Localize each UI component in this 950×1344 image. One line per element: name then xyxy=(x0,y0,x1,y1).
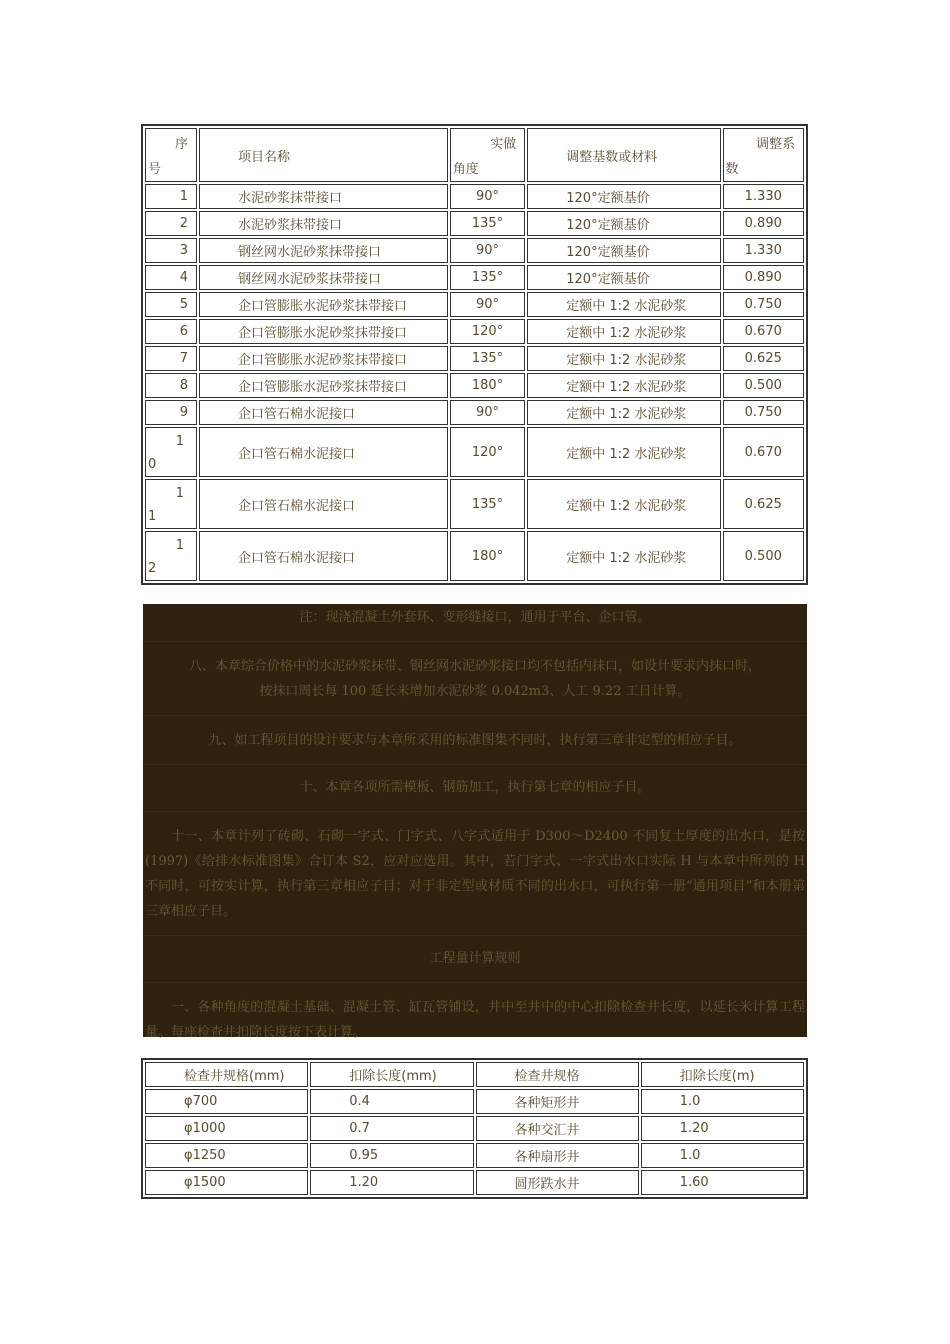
header-coef-top: 调整系 xyxy=(755,137,795,152)
cell-adjust: 定额中 1:2 水泥砂浆 xyxy=(527,292,720,317)
table-row xyxy=(145,531,804,581)
table-header-row xyxy=(145,1062,804,1087)
cell-seq xyxy=(145,427,197,477)
cell-angle: 135° xyxy=(450,265,525,290)
header-coef xyxy=(723,128,805,182)
cell-seq: 8 xyxy=(145,373,197,398)
manhole-deduction-table xyxy=(141,1058,808,1199)
cell-coef: 0.890 xyxy=(723,211,805,236)
cell-length: 1.20 xyxy=(310,1170,473,1195)
cell-coef: 1.330 xyxy=(723,238,805,263)
cell-name: 钢丝网水泥砂浆抹带接口 xyxy=(199,265,448,290)
cell-seq: 4 xyxy=(145,265,197,290)
table-row xyxy=(145,1089,804,1114)
cell-name: 企口管石棉水泥接口 xyxy=(199,400,448,425)
cell-coef: 0.625 xyxy=(723,479,805,529)
cell-seq: 3 xyxy=(145,238,197,263)
cell-spec: 各种交汇井 xyxy=(476,1116,639,1141)
paragraph-10: 十、本章各项所需模板、钢筋加工，执行第七章的相应子目。 xyxy=(299,780,651,795)
table-row xyxy=(145,292,804,317)
table-row xyxy=(145,184,804,209)
paragraph-8-line2: 按抹口周长每 100 延长米增加水泥砂浆 0.042m3、人工 9.22 工日计算。 xyxy=(259,684,691,699)
cell-coef: 1.330 xyxy=(723,184,805,209)
table-row xyxy=(145,1116,804,1141)
cell-seq: 1 xyxy=(145,184,197,209)
cell-adjust: 120°定额基价 xyxy=(527,184,720,209)
cell-name: 企口管石棉水泥接口 xyxy=(199,479,448,529)
cell-coef: 0.500 xyxy=(723,373,805,398)
table-header-row xyxy=(145,128,804,182)
cell-angle: 120° xyxy=(450,319,525,344)
cell-name: 钢丝网水泥砂浆抹带接口 xyxy=(199,238,448,263)
cell-spec: 各种扇形井 xyxy=(476,1143,639,1168)
cell-seq-bottom: 1 xyxy=(148,509,157,524)
cell-coef: 0.750 xyxy=(723,400,805,425)
cell-adjust: 定额中 1:2 水泥砂浆 xyxy=(527,427,720,477)
cell-name: 企口管石棉水泥接口 xyxy=(199,427,448,477)
cell-angle: 90° xyxy=(450,292,525,317)
header-seq-top: 序 xyxy=(174,137,188,152)
header-deduct-length-mm: 扣除长度(mm) xyxy=(310,1062,473,1087)
table-row xyxy=(145,265,804,290)
cell-name: 企口管膨胀水泥砂浆抹带接口 xyxy=(199,346,448,371)
cell-name: 企口管膨胀水泥砂浆抹带接口 xyxy=(199,292,448,317)
cell-seq: 5 xyxy=(145,292,197,317)
cell-angle: 90° xyxy=(450,184,525,209)
header-angle-top: 实做 xyxy=(490,137,517,152)
table-row xyxy=(145,400,804,425)
cell-adjust: 120°定额基价 xyxy=(527,238,720,263)
cell-seq: 2 xyxy=(145,211,197,236)
header-angle-bottom: 角度 xyxy=(452,162,479,177)
cell-length: 1.0 xyxy=(641,1089,804,1114)
cell-length: 1.60 xyxy=(641,1170,804,1195)
cell-spec: 各种矩形井 xyxy=(476,1089,639,1114)
paragraph-8-line1: 八、本章综合价格中的水泥砂浆抹带、钢丝网水泥砂浆接口均不包括内抹口，如设计要求内抹口时， xyxy=(188,659,761,674)
cell-adjust: 定额中 1:2 水泥砂浆 xyxy=(527,531,720,581)
cell-spec: φ1500 xyxy=(145,1170,308,1195)
cell-length: 0.95 xyxy=(310,1143,473,1168)
cell-seq: 6 xyxy=(145,319,197,344)
cell-coef: 0.500 xyxy=(723,531,805,581)
table-row xyxy=(145,479,804,529)
cell-seq xyxy=(145,531,197,581)
note-text: 注：现浇混凝土外套环、变形缝接口，通用于平台、企口管。 xyxy=(299,610,651,625)
header-manhole-spec-mm: 检查井规格(mm) xyxy=(145,1062,308,1087)
cell-adjust: 定额中 1:2 水泥砂浆 xyxy=(527,373,720,398)
cell-angle: 180° xyxy=(450,531,525,581)
header-seq-bottom: 号 xyxy=(148,162,162,177)
table-row xyxy=(145,319,804,344)
cell-adjust: 定额中 1:2 水泥砂浆 xyxy=(527,346,720,371)
table-row xyxy=(145,238,804,263)
cell-angle: 90° xyxy=(450,238,525,263)
cell-seq-bottom: 0 xyxy=(148,457,157,472)
cell-coef: 0.670 xyxy=(723,427,805,477)
header-coef-bottom: 数 xyxy=(725,162,739,177)
cell-angle: 135° xyxy=(450,479,525,529)
table-row xyxy=(145,373,804,398)
cell-seq xyxy=(145,479,197,529)
header-adjust: 调整基数或材料 xyxy=(527,128,720,182)
cell-coef: 0.890 xyxy=(723,265,805,290)
header-angle xyxy=(450,128,525,182)
cell-spec: φ700 xyxy=(145,1089,308,1114)
paragraph-11: 十一、本章计列了砖砌、石砌一字式、门字式、八字式适用于 D300～D2400 不同复土厚度的出水口，是按(1997)《给排水标准图集》合订本 S2，应对应选用。其中，若门字式、一字式出水口实际 H 与本章中所列的 H 不同时，可按实计算，执行第三章相应子目；对于非定型或材质不同的出水口，可执行第一册“通用项目”和本册第三章相应子目。 xyxy=(145,829,805,919)
cell-adjust: 定额中 1:2 水泥砂浆 xyxy=(527,479,720,529)
cell-name: 企口管膨胀水泥砂浆抹带接口 xyxy=(199,319,448,344)
cell-adjust: 120°定额基价 xyxy=(527,265,720,290)
cell-seq: 7 xyxy=(145,346,197,371)
cell-angle: 180° xyxy=(450,373,525,398)
cell-coef: 0.750 xyxy=(723,292,805,317)
cell-name: 水泥砂浆抹带接口 xyxy=(199,211,448,236)
cell-name: 企口管石棉水泥接口 xyxy=(199,531,448,581)
header-name: 项目名称 xyxy=(199,128,448,182)
cell-seq-top: 1 xyxy=(175,434,184,449)
cell-seq-top: 1 xyxy=(175,486,184,501)
cell-length: 0.7 xyxy=(310,1116,473,1141)
cell-length: 0.4 xyxy=(310,1089,473,1114)
rules-heading: 工程量计算规则 xyxy=(429,951,521,966)
cell-angle: 120° xyxy=(450,427,525,477)
cell-spec: φ1000 xyxy=(145,1116,308,1141)
table-row xyxy=(145,1143,804,1168)
cell-seq-bottom: 2 xyxy=(148,561,157,576)
cell-seq: 9 xyxy=(145,400,197,425)
table-row xyxy=(145,1170,804,1195)
table-row xyxy=(145,346,804,371)
table-row xyxy=(145,211,804,236)
cell-angle: 135° xyxy=(450,211,525,236)
cell-angle: 135° xyxy=(450,346,525,371)
cell-coef: 0.670 xyxy=(723,319,805,344)
rule-1: 一、各种角度的混凝土基础、混凝土管、缸瓦管铺设，井中至井中的中心扣除检查井长度，以延长米计算工程量。每座检查井扣除长度按下表计算。 xyxy=(145,1000,805,1040)
cell-spec: φ1250 xyxy=(145,1143,308,1168)
cell-length: 1.0 xyxy=(641,1143,804,1168)
cell-length: 1.20 xyxy=(641,1116,804,1141)
header-seq xyxy=(145,128,197,182)
cell-angle: 90° xyxy=(450,400,525,425)
notes-section xyxy=(143,604,807,1040)
cell-seq-top: 1 xyxy=(175,538,184,553)
cell-name: 企口管膨胀水泥砂浆抹带接口 xyxy=(199,373,448,398)
cell-adjust: 120°定额基价 xyxy=(527,211,720,236)
cell-adjust: 定额中 1:2 水泥砂浆 xyxy=(527,319,720,344)
table-row xyxy=(145,427,804,477)
cell-adjust: 定额中 1:2 水泥砂浆 xyxy=(527,400,720,425)
cell-coef: 0.625 xyxy=(723,346,805,371)
paragraph-9: 九、如工程项目的设计要求与本章所采用的标准图集不同时，执行第三章非定型的相应子目。 xyxy=(208,733,742,748)
cell-name: 水泥砂浆抹带接口 xyxy=(199,184,448,209)
header-manhole-spec: 检查井规格 xyxy=(476,1062,639,1087)
header-deduct-length-m: 扣除长度(m) xyxy=(641,1062,804,1087)
cell-spec: 圆形跌水井 xyxy=(476,1170,639,1195)
adjustment-coefficient-table xyxy=(141,124,808,585)
